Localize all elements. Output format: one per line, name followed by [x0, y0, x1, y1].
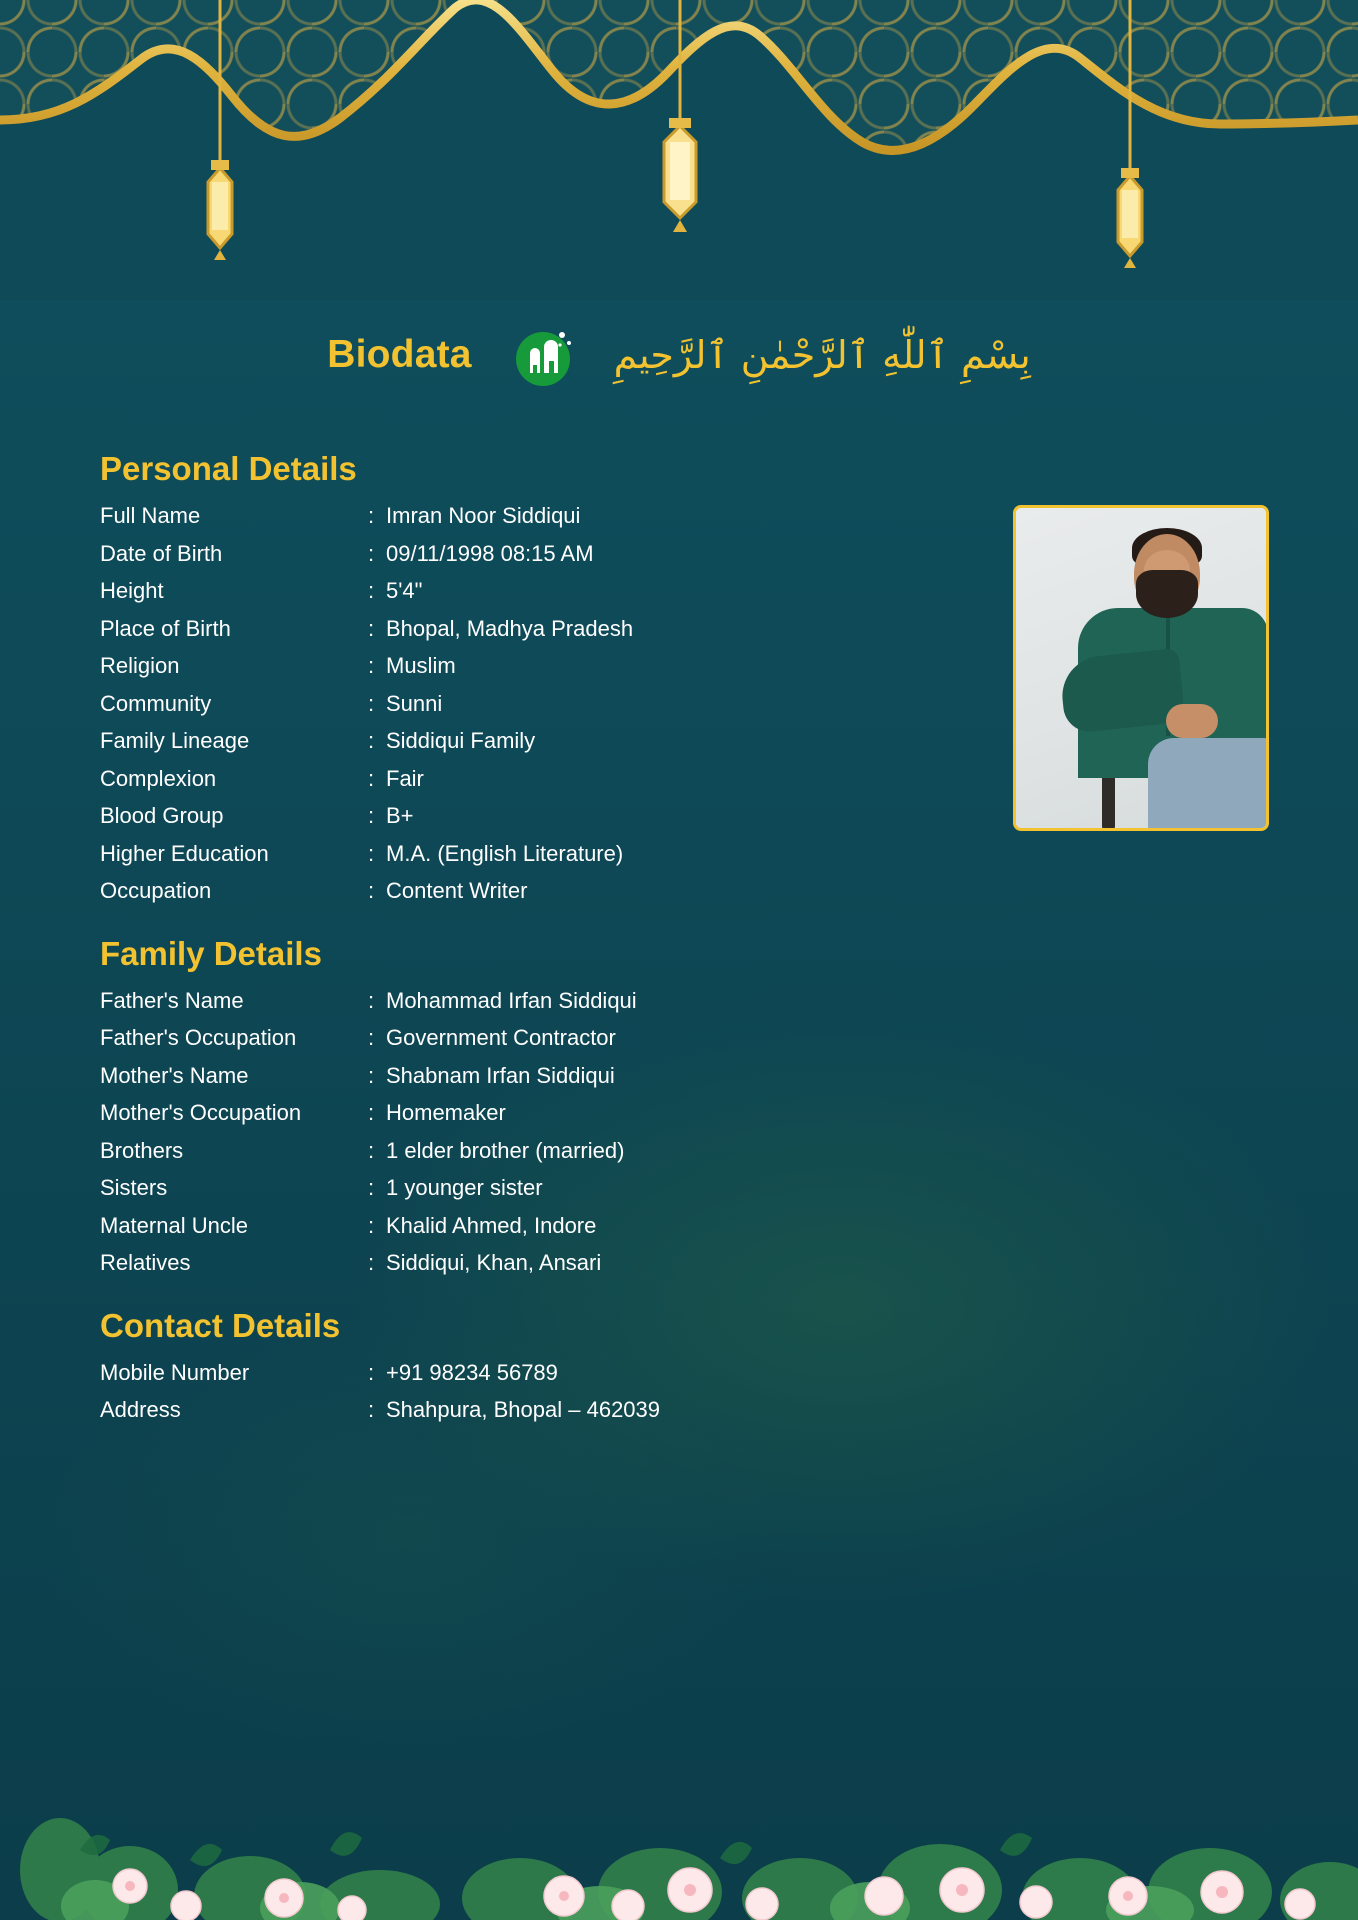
detail-row — [100, 577, 1280, 605]
row-label: Father's Occupation — [100, 1025, 297, 1050]
row-label: Sisters — [100, 1175, 168, 1200]
row-value: Shabnam Irfan Siddiqui — [386, 1062, 615, 1088]
detail-row — [100, 540, 1280, 568]
detail-row — [100, 877, 1280, 905]
row-label: Religion — [100, 653, 180, 678]
mosque-crescent-icon — [500, 319, 586, 391]
lantern-icon — [185, 0, 255, 280]
row-value: Fair — [386, 765, 424, 791]
row-separator: : — [368, 878, 375, 903]
row-separator: : — [368, 1397, 375, 1422]
row-value: Mohammad Irfan Siddiqui — [386, 987, 637, 1013]
row-separator: : — [368, 765, 375, 791]
page-title: Biodata — [327, 333, 472, 376]
row-separator: : — [368, 1212, 375, 1238]
detail-row — [100, 802, 1280, 830]
lantern-icon — [1095, 0, 1165, 280]
section-family-details — [100, 935, 1280, 1277]
row-label: Occupation — [100, 878, 212, 903]
top-decorative-band — [0, 0, 1358, 300]
row-separator: : — [368, 1359, 375, 1385]
row-label: Complexion — [100, 765, 217, 791]
row-label: Mobile Number — [100, 1359, 250, 1385]
row-separator: : — [368, 1137, 375, 1163]
detail-row — [100, 1024, 1280, 1052]
row-value: Sunni — [386, 690, 443, 716]
detail-rows — [100, 1359, 1280, 1424]
row-value: Homemaker — [386, 1100, 506, 1125]
row-value: 1 younger sister — [386, 1175, 543, 1200]
row-label: Blood Group — [100, 803, 224, 828]
row-label: Father's Name — [100, 987, 244, 1013]
row-separator: : — [368, 1025, 375, 1050]
detail-row — [100, 1099, 1280, 1127]
detail-row — [100, 765, 1280, 793]
row-label: Maternal Uncle — [100, 1212, 248, 1238]
detail-row — [100, 502, 1280, 530]
row-value: Muslim — [386, 653, 456, 678]
row-value: Siddiqui, Khan, Ansari — [386, 1250, 602, 1275]
row-value: Bhopal, Madhya Pradesh — [386, 615, 634, 641]
detail-row — [100, 1137, 1280, 1165]
row-label: Address — [100, 1397, 181, 1422]
row-label: Place of Birth — [100, 615, 231, 641]
row-separator: : — [368, 840, 375, 866]
detail-row — [100, 1062, 1280, 1090]
detail-row — [100, 1212, 1280, 1240]
detail-row — [100, 652, 1280, 680]
section-title: Family Details — [100, 934, 322, 972]
detail-row — [100, 987, 1280, 1015]
row-separator: : — [368, 987, 375, 1013]
row-value: M.A. (English Literature) — [386, 840, 624, 866]
row-value: 5'4" — [386, 578, 423, 603]
row-label: Height — [100, 578, 164, 603]
row-value: +91 98234 56789 — [386, 1359, 558, 1385]
row-separator: : — [368, 615, 375, 641]
row-value: Government Contractor — [386, 1025, 616, 1050]
detail-row — [100, 1249, 1280, 1277]
row-separator: : — [368, 728, 375, 753]
row-value: Siddiqui Family — [386, 728, 536, 753]
detail-rows — [100, 987, 1280, 1277]
row-value: Imran Noor Siddiqui — [386, 503, 581, 528]
lantern-icon — [640, 0, 720, 260]
row-label: Higher Education — [100, 840, 269, 866]
row-separator: : — [368, 690, 375, 716]
row-separator: : — [368, 578, 375, 603]
detail-row — [100, 1396, 1280, 1424]
detail-row — [100, 1359, 1280, 1387]
row-label: Brothers — [100, 1137, 184, 1163]
row-separator: : — [368, 503, 375, 528]
row-label: Mother's Occupation — [100, 1100, 302, 1125]
row-value: 1 elder brother (married) — [386, 1137, 625, 1163]
row-separator: : — [368, 1175, 375, 1200]
section-personal-details — [100, 450, 1280, 905]
document-header — [0, 310, 1358, 400]
detail-row — [100, 1174, 1280, 1202]
row-separator: : — [368, 653, 375, 678]
detail-row — [100, 840, 1280, 868]
row-label: Mother's Name — [100, 1062, 249, 1088]
row-label: Date of Birth — [100, 540, 223, 566]
floral-border — [0, 1700, 1358, 1920]
detail-row — [100, 690, 1280, 718]
row-value: B+ — [386, 803, 414, 828]
row-separator: : — [368, 1250, 375, 1275]
row-separator: : — [368, 803, 375, 828]
section-title: Personal Details — [100, 450, 357, 487]
row-label: Community — [100, 690, 212, 716]
biodata-content — [100, 450, 1280, 1434]
row-separator: : — [368, 1062, 375, 1088]
detail-rows — [100, 502, 1280, 905]
row-label: Full Name — [100, 503, 201, 528]
row-value: Khalid Ahmed, Indore — [386, 1212, 597, 1238]
detail-row — [100, 727, 1280, 755]
row-value: Content Writer — [386, 878, 528, 903]
row-label: Relatives — [100, 1250, 191, 1275]
section-contact-details — [100, 1307, 1280, 1424]
row-label: Family Lineage — [100, 728, 250, 753]
row-value: 09/11/1998 08:15 AM — [386, 540, 594, 566]
row-separator: : — [368, 540, 375, 566]
row-value: Shahpura, Bhopal – 462039 — [386, 1397, 661, 1422]
bismillah-calligraphy: بِسْمِ ٱللّٰهِ ٱلرَّحْمٰنِ ٱلرَّحِيمِ — [613, 333, 1031, 377]
row-separator: : — [368, 1100, 375, 1125]
detail-row — [100, 615, 1280, 643]
section-title: Contact Details — [100, 1306, 341, 1344]
